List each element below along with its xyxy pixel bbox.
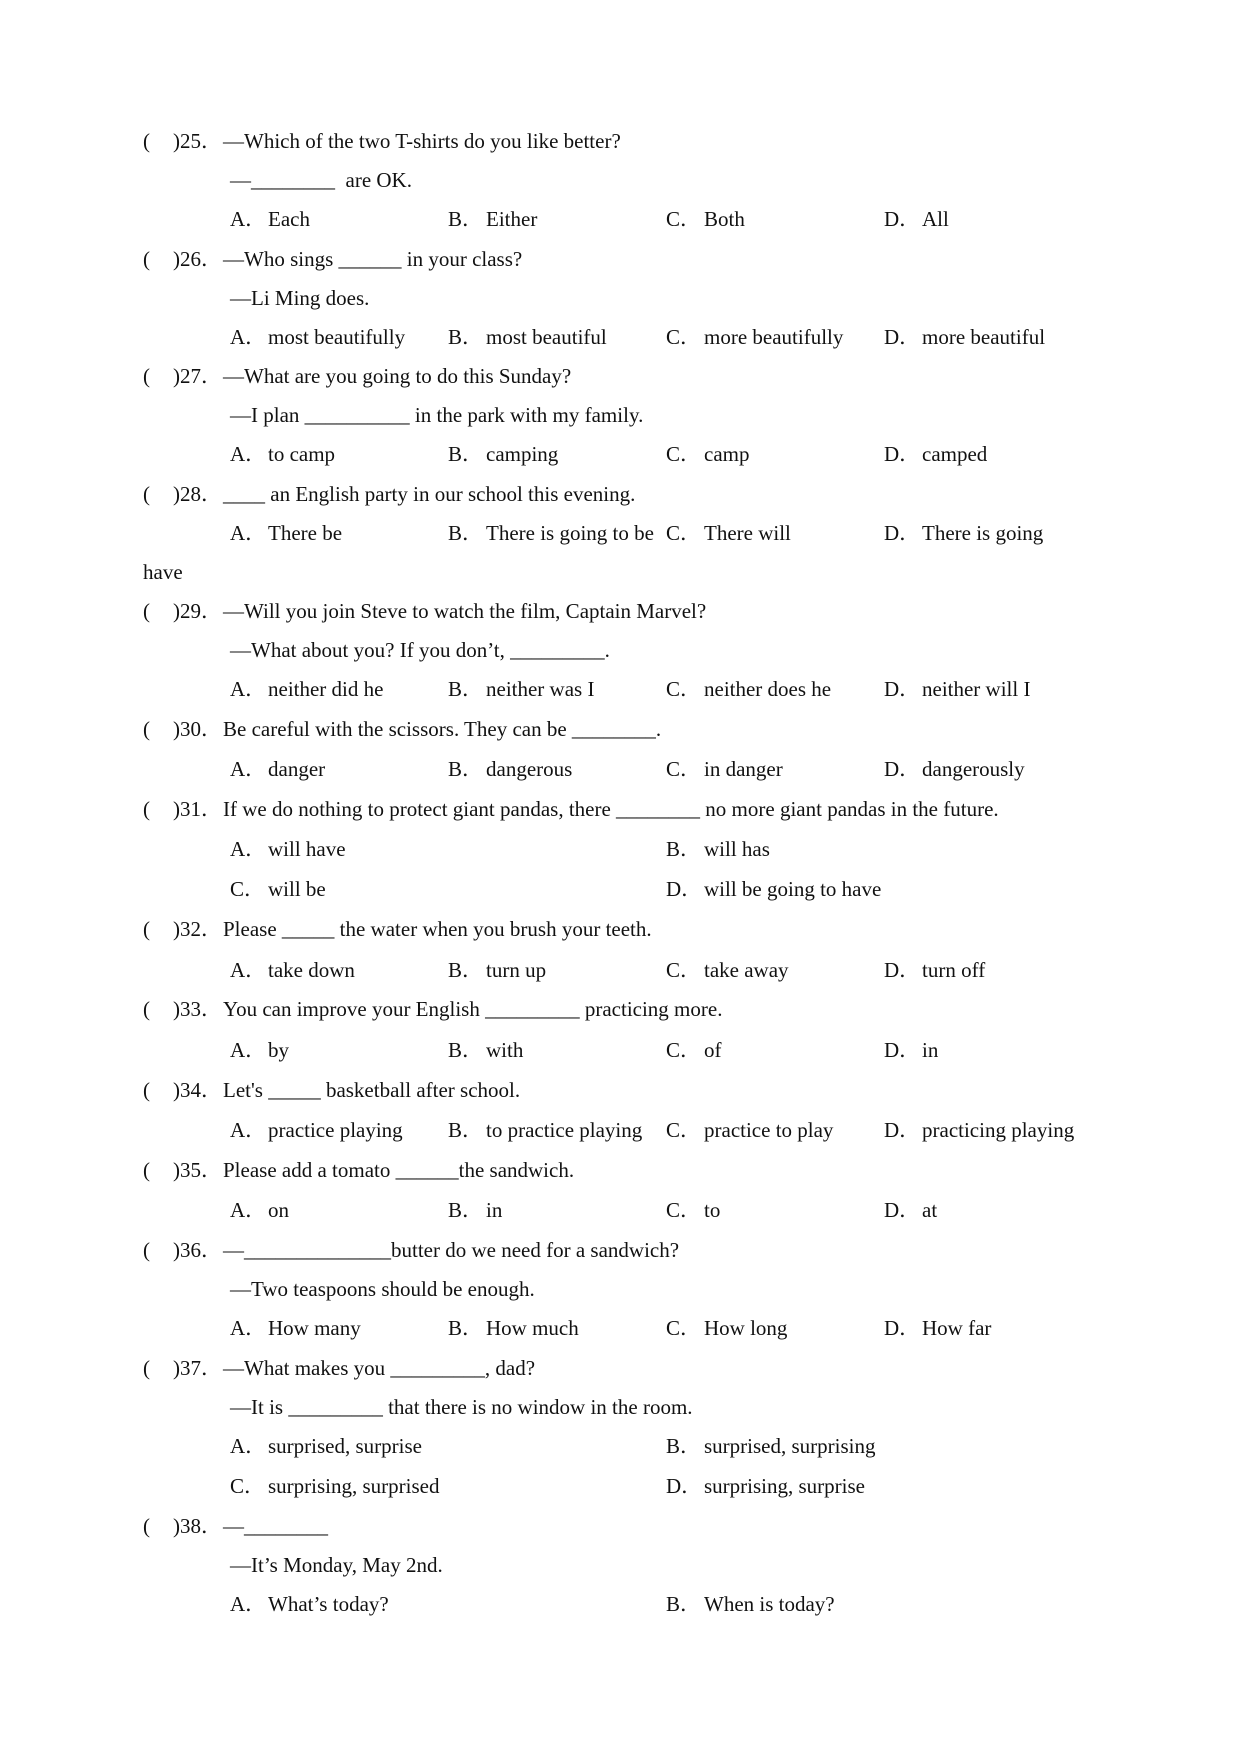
option-text: to practice playing (486, 1118, 643, 1142)
option-letter: B． (448, 958, 484, 982)
answer-bracket: ( (143, 482, 150, 506)
question-stem: —What makes you _________, dad? (223, 1356, 536, 1380)
option-text: at (922, 1198, 938, 1222)
option-text: take down (268, 958, 355, 982)
question-number: )29． (173, 599, 222, 623)
option-letter: C． (666, 521, 702, 545)
option-text: more beautiful (922, 325, 1046, 349)
option-text: How many (268, 1316, 361, 1340)
option-text: There is going (922, 521, 1044, 545)
option-text: There is going to be (486, 521, 654, 545)
answer-bracket: ( (143, 247, 150, 271)
option-letter: D． (884, 325, 921, 349)
answer-bracket: ( (143, 997, 150, 1021)
option-text: What’s today? (268, 1592, 389, 1616)
option-letter: B． (448, 207, 484, 231)
option-text: camped (922, 442, 988, 466)
option-letter: C． (666, 442, 702, 466)
question-number: )38． (173, 1514, 222, 1538)
option-letter: D． (884, 521, 921, 545)
option-letter: A． (230, 521, 267, 545)
option-text: by (268, 1038, 289, 1062)
option-text: Each (268, 207, 310, 231)
option-letter: B． (448, 1316, 484, 1340)
option-text: turn up (486, 958, 547, 982)
option-letter: C． (666, 1316, 702, 1340)
option-text: of (704, 1038, 722, 1062)
option-letter: A． (230, 1118, 267, 1142)
dialogue-line: —It is _________ that there is no window in the room. (230, 1395, 693, 1419)
option-text: turn off (922, 958, 986, 982)
option-letter: A． (230, 837, 267, 861)
option-letter: D． (884, 1198, 921, 1222)
question-number: )27． (173, 364, 222, 388)
option-letter: A． (230, 1592, 267, 1616)
option-letter: C． (230, 877, 266, 901)
question-stem: —Who sings ______ in your class? (223, 247, 523, 271)
option-letter: A． (230, 1198, 267, 1222)
question-number: )32． (173, 917, 222, 941)
question-number: )37． (173, 1356, 222, 1380)
question-stem: ____ an English party in our school this evening. (223, 482, 636, 506)
answer-bracket: ( (143, 1078, 150, 1102)
option-letter: A． (230, 1316, 267, 1340)
option-letter: A． (230, 325, 267, 349)
question-number: )28． (173, 482, 222, 506)
option-letter: C． (666, 1198, 702, 1222)
question-number: )34． (173, 1078, 222, 1102)
option-text: How long (704, 1316, 788, 1340)
option-text: neither does he (704, 677, 832, 701)
question-number: )33． (173, 997, 222, 1021)
option-letter: B． (666, 1434, 702, 1458)
option-text: to (704, 1198, 721, 1222)
answer-bracket: ( (143, 1514, 150, 1538)
dialogue-line: —Two teaspoons should be enough. (230, 1277, 535, 1301)
option-letter: A． (230, 677, 267, 701)
option-text: most beautiful (486, 325, 607, 349)
question-stem: —________ (223, 1514, 328, 1538)
option-letter: C． (666, 677, 702, 701)
option-text: take away (704, 958, 789, 982)
option-text: on (268, 1198, 289, 1222)
option-text: in (486, 1198, 503, 1222)
answer-bracket: ( (143, 1238, 150, 1262)
option-letter: A． (230, 958, 267, 982)
option-letter: C． (666, 325, 702, 349)
question-number: )31． (173, 797, 222, 821)
option-letter: A． (230, 1038, 267, 1062)
question-number: )36． (173, 1238, 222, 1262)
option-text: in (922, 1038, 939, 1062)
option-text: practice playing (268, 1118, 403, 1142)
option-letter: A． (230, 757, 267, 781)
option-text: surprising, surprise (704, 1474, 865, 1498)
question-stem: Please _____ the water when you brush your teeth. (223, 917, 652, 941)
answer-bracket: ( (143, 364, 150, 388)
option-text: will be going to have (704, 877, 882, 901)
option-text: neither will I (922, 677, 1031, 701)
option-letter: A． (230, 1434, 267, 1458)
option-text: camp (704, 442, 750, 466)
question-stem: —______________butter do we need for a sandwich? (223, 1238, 680, 1262)
option-text: surprised, surprise (268, 1434, 422, 1458)
option-letter: D． (884, 1038, 921, 1062)
question-stem: You can improve your English _________ practicing more. (223, 997, 723, 1021)
option-letter: C． (230, 1474, 266, 1498)
option-text: practice to play (704, 1118, 834, 1142)
option-letter: B． (448, 325, 484, 349)
question-number: )30． (173, 717, 222, 741)
option-letter: D． (884, 1118, 921, 1142)
option-text: more beautifully (704, 325, 844, 349)
question-stem: Please add a tomato ______the sandwich. (223, 1158, 575, 1182)
option-text: practicing playing (922, 1118, 1075, 1142)
option-text: Both (704, 207, 745, 231)
option-text: How much (486, 1316, 579, 1340)
question-stem: —What are you going to do this Sunday? (223, 364, 572, 388)
question-number: )35． (173, 1158, 222, 1182)
option-text: All (922, 207, 949, 231)
option-letter: B． (666, 1592, 702, 1616)
option-text: Either (486, 207, 538, 231)
answer-bracket: ( (143, 1158, 150, 1182)
option-text: camping (486, 442, 559, 466)
option-text: surprised, surprising (704, 1434, 876, 1458)
answer-bracket: ( (143, 797, 150, 821)
option-letter: B． (448, 442, 484, 466)
option-letter: D． (666, 877, 703, 901)
question-number: )25． (173, 129, 222, 153)
dialogue-line: —It’s Monday, May 2nd. (230, 1553, 443, 1577)
dialogue-line: —________ are OK. (230, 168, 412, 192)
option-text: to camp (268, 442, 336, 466)
option-text: neither did he (268, 677, 384, 701)
option-text: neither was I (486, 677, 595, 701)
option-letter: D． (884, 757, 921, 781)
option-letter: D． (884, 442, 921, 466)
option-letter: A． (230, 207, 267, 231)
option-text: most beautifully (268, 325, 406, 349)
dialogue-line: —What about you? If you don’t, _________. (230, 638, 610, 662)
option-letter: C． (666, 1038, 702, 1062)
question-stem: Let's _____ basketball after school. (223, 1078, 521, 1102)
option-letter: B． (448, 1198, 484, 1222)
option-text: will have (268, 837, 346, 861)
answer-bracket: ( (143, 129, 150, 153)
option-letter: B． (448, 677, 484, 701)
dialogue-line: —I plan __________ in the park with my family. (230, 403, 644, 427)
option-text: When is today? (704, 1592, 835, 1616)
option-text: with (486, 1038, 524, 1062)
option-letter: D． (884, 958, 921, 982)
option-text: will has (704, 837, 770, 861)
option-text: in danger (704, 757, 783, 781)
answer-bracket: ( (143, 917, 150, 941)
option-letter: D． (884, 1316, 921, 1340)
option-text: dangerously (922, 757, 1025, 781)
question-stem: —Will you join Steve to watch the film, Captain Marvel? (223, 599, 707, 623)
option-text: dangerous (486, 757, 573, 781)
option-text-wrap: have (143, 560, 183, 584)
option-letter: B． (448, 1118, 484, 1142)
question-stem: Be careful with the scissors. They can be ________. (223, 717, 662, 741)
option-letter: C． (666, 1118, 702, 1142)
option-text: danger (268, 757, 326, 781)
option-text: There be (268, 521, 343, 545)
option-letter: B． (448, 757, 484, 781)
answer-bracket: ( (143, 717, 150, 741)
option-letter: C． (666, 757, 702, 781)
option-letter: C． (666, 958, 702, 982)
answer-bracket: ( (143, 1356, 150, 1380)
option-letter: B． (448, 521, 484, 545)
option-text: How far (922, 1316, 992, 1340)
question-stem: If we do nothing to protect giant pandas, there ________ no more giant pandas in the future. (223, 797, 999, 821)
answer-bracket: ( (143, 599, 150, 623)
option-text: will be (268, 877, 326, 901)
option-letter: D． (884, 207, 921, 231)
option-letter: B． (448, 1038, 484, 1062)
option-letter: D． (884, 677, 921, 701)
option-text: surprising, surprised (268, 1474, 440, 1498)
question-number: )26． (173, 247, 222, 271)
option-letter: D． (666, 1474, 703, 1498)
question-stem: —Which of the two T-shirts do you like better? (223, 129, 621, 153)
option-text: There will (704, 521, 791, 545)
dialogue-line: —Li Ming does. (230, 286, 370, 310)
option-letter: C． (666, 207, 702, 231)
option-letter: B． (666, 837, 702, 861)
option-letter: A． (230, 442, 267, 466)
